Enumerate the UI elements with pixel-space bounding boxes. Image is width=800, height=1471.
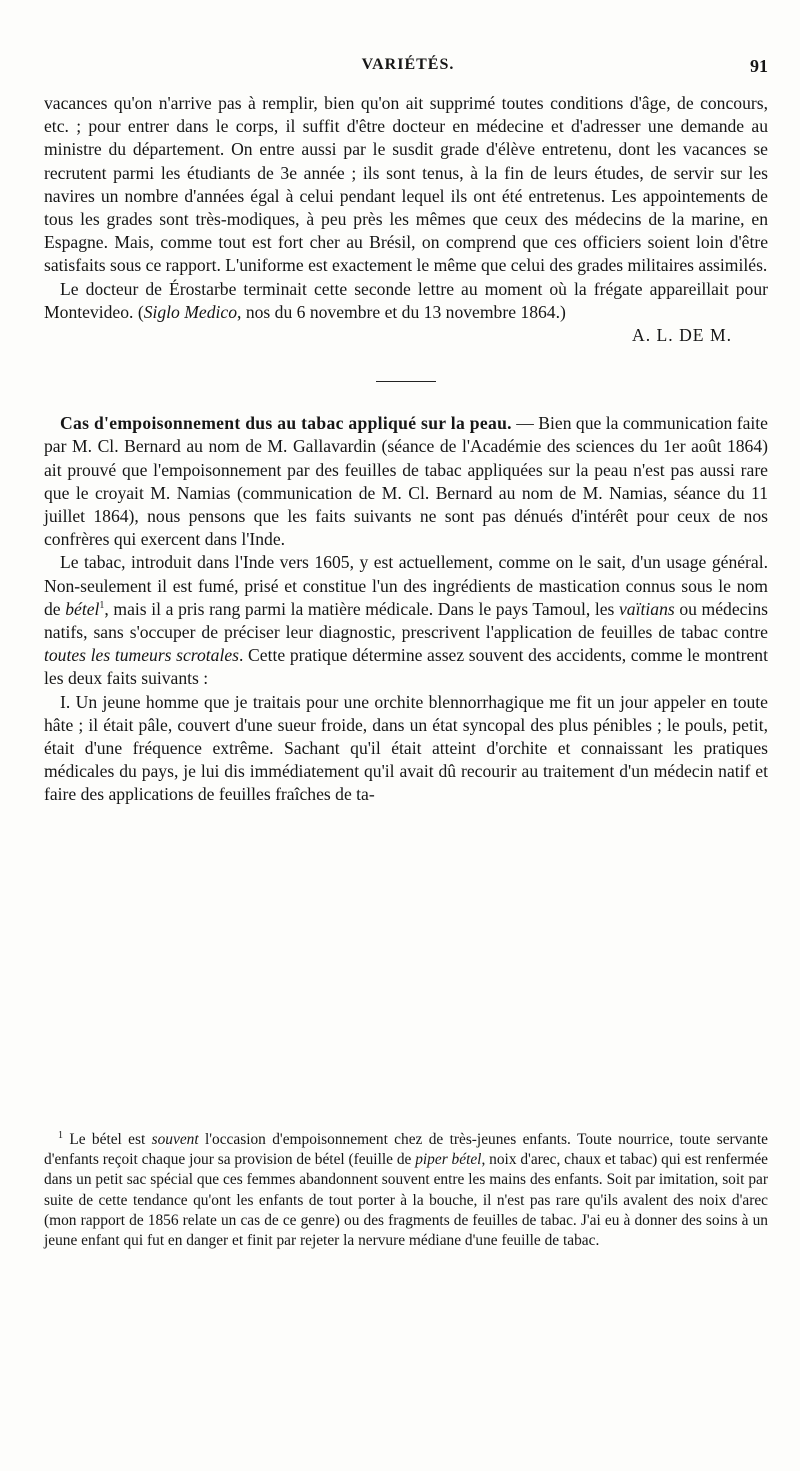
footnote-mark: 1 (58, 1129, 63, 1141)
footnote: $^1$ Le bétel est souvent l'occasion d'empoisonnement chez de très-jeunes enfants. Toute nourrice, toute servante d'enfants reçoit chaque jour sa provision de bétel (feuille de piper bétel, noix d'arec, chaux et tabac) qui est renfermée dans un petit sac spécial que ces femmes abandonnent souvent entre les mains des enfants. Soit par imitation, soit par suite de cette tendance qu'ont les enfants de tout porter à la bouche, il n'est pas rare qu'ils avalent des noix d'arec (mon rapport de 1856 relate un cas de ce genre) ou des fragments de feuilles de tabac. J'ai eu à donner des soins à un jeune enfant qui fut en danger et finit par rejeter la nervure médiane d'une feuille de tabac. (44, 1129, 768, 1250)
footnote-ref: 1 (99, 600, 105, 611)
paragraph-source: Le docteur de Érostarbe terminait cette seconde lettre au moment où la frégate appareillait pour Montevideo. (Siglo Medico, nos du 6 novembre et du 13 novembre 1864.) (44, 278, 768, 322)
term-betel: bétel (65, 598, 100, 619)
section-heading: Cas d'empoisonnement dus au tabac appliqué sur la peau. (60, 413, 512, 434)
term-vaitians: vaïtians (619, 598, 675, 619)
source-title: Siglo Medico (143, 301, 238, 322)
signature: A. L. DE M. (632, 325, 732, 346)
paragraph-continuation: vacances qu'on n'arrive pas à remplir, bien qu'on ait supprimé toutes conditions d'âge, de concours, etc. ; pour entrer dans le corps, il suffit d'être docteur en médecine et d'adresser une demande au ministre du département. On entre aussi par le susdit grade d'élève entretenu, dont les vacances se recrutent parmi les étudiants de 3e année ; ils sont tenus, à la fin de leurs études, de servir sur les navires un nombre d'années égal à celui pendant lequel ils ont été entretenus. Les appointements de tous les grades sont très-modiques, à peu près les mêmes que ceux des médecins de la marine, en Espagne. Mais, comme tout est fort cher au Brésil, on comprend que ces officiers soient loin d'être satisfaits sous ce rapport. L'uniforme est exactement le même que celui des grades militaires assimilés. (44, 93, 768, 276)
section-paragraph-2: Le tabac, introduit dans l'Inde vers 1605, y est actuellement, comme on le sait, d'un usage général. Non-seulement il est fumé, prisé et constitue l'un des ingrédients de mastication connus sous le nom de bétel$^1$, mais il a pris rang parmi la matière médicale. Dans le pays Tamoul, les vaïtians ou médecins natifs, sans s'occuper de préciser leur diagnostic, prescrivent l'application de feuilles de tabac contre toutes les tumeurs scrotales. Cette pratique détermine assez souvent des accidents, comme le montrent les deux faits suivants : (44, 552, 768, 689)
page-title: VARIÉTÉS. (361, 56, 455, 73)
running-header (48, 56, 768, 86)
term-tumeurs: toutes les tumeurs scrotales (44, 645, 240, 666)
section-divider (376, 381, 436, 382)
page-number: 91 (750, 56, 768, 76)
section-paragraph-1: Cas d'empoisonnement dus au tabac appliqué sur la peau. — Bien que la communication faite par M. Cl. Bernard au nom de M. Gallavardin (séance de l'Académie des sciences du 1er août 1864) ait prouvé que l'empoisonnement par des feuilles de tabac appliquées sur la peau n'est pas aussi rare que le croyait M. Namias (communication de M. Cl. Bernard au nom de M. Namias, séance du 11 juillet 1864), nous pensons que les faits suivants ne sont pas dénués d'intérêt pour ceux de nos confrères qui exercent dans l'Inde. (44, 413, 768, 550)
footnote-area (44, 1130, 768, 1251)
main-text (44, 92, 768, 807)
section-paragraph-3: I. Un jeune homme que je traitais pour une orchite blennorrhagique me fit un jour appeler en toute hâte ; il était pâle, couvert d'une sueur froide, dans un état syncopal des plus pénibles ; le pouls, petit, était d'une fréquence extrême. Sachant qu'il était atteint d'orchite et connaissant les pratiques médicales du pays, je lui dis immédiatement qu'il avait dû recourir au traitement d'un médecin natif et faire des applications de feuilles fraîches de ta- (44, 691, 768, 805)
